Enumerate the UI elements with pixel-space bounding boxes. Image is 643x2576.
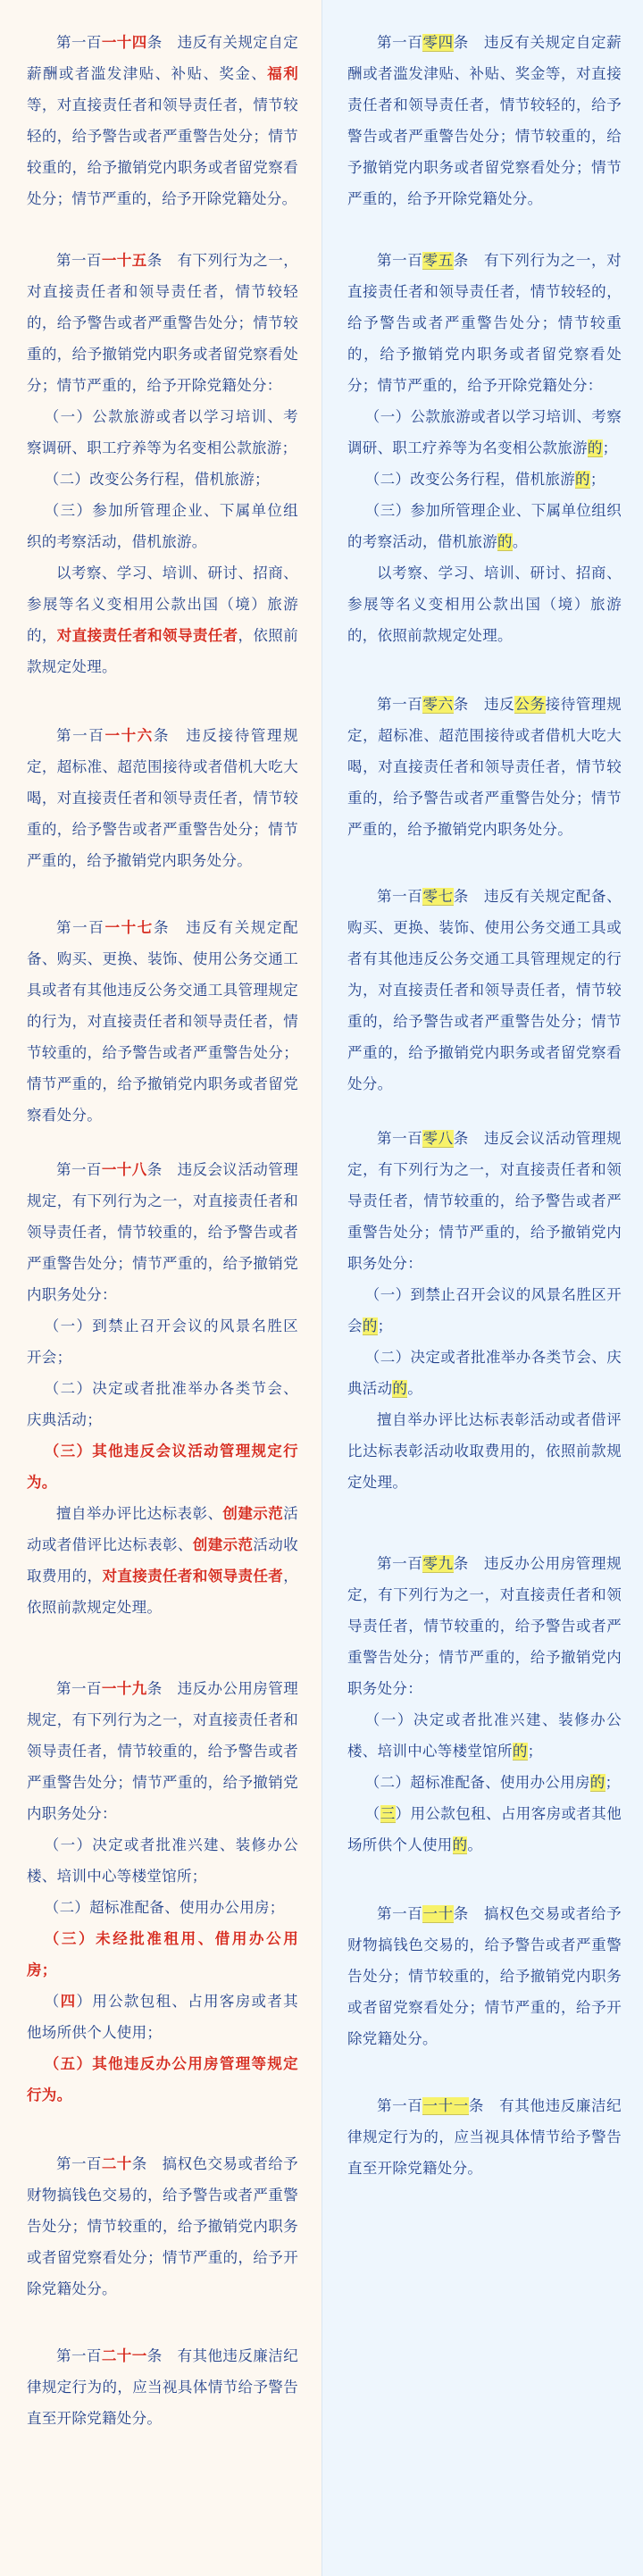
text-run: 条 违反接待管理规定，超标准、超范围接待或者借机大吃大喝，对直接责任者和领导责任者，情节较重的，给予警告或者严重警告处分；情节严重的，给予撤销党内职务处分。 (27, 727, 298, 869)
article-paragraph (27, 1923, 298, 1986)
article-106 (347, 689, 622, 845)
highlighted-text: 零七 (422, 888, 454, 905)
text-run: （三）参加所管理企业、下属单位组织的考察活动，借机旅游。 (27, 502, 298, 550)
text-run: 第一百 (377, 696, 423, 713)
text-run: 第一百 (56, 2347, 102, 2364)
highlighted-text: 一十一 (422, 2097, 469, 2114)
highlighted-text: 的 (575, 471, 590, 488)
text-run: 第一百 (377, 1905, 423, 1922)
article-paragraph (27, 1829, 298, 1892)
text-run: 第一百 (377, 1555, 423, 1572)
text-run: ）用公款包租、占用客房或者其他场所供个人使用 (347, 1805, 622, 1853)
text-run: 第一百 (56, 34, 102, 51)
text-run: （一）公款旅游或者以学习培训、考察调研、职工疗养等为名变相公款旅游 (347, 408, 622, 456)
article-paragraph (347, 1342, 622, 1404)
text-run: 条 违反有关规定配备、购买、更换、装饰、使用公务交通工具或者有其他违反公务交通工具管理规定的行为，对直接责任者和领导责任者，情节较重的，给予警告或者严重警告处分；情节严重的，给予撤销党内职务或者留党察看处分。 (27, 919, 298, 1124)
article-paragraph (347, 1279, 622, 1342)
text-run: 条 违反 (453, 696, 515, 713)
article-105 (347, 245, 622, 651)
text-run: （ (364, 1805, 380, 1822)
changed-text: 一十五 (101, 252, 147, 269)
text-run: 。 (407, 1380, 423, 1397)
text-run: 第一百 (377, 1130, 423, 1147)
text-run: ； (377, 1317, 393, 1334)
highlighted-text: 一十 (422, 1905, 454, 1922)
text-run: ，依照前款规定处理。 (27, 627, 298, 675)
text-run: （二）决定或者批准举办各类节会、庆典活动； (27, 1380, 298, 1428)
highlighted-text: 零八 (422, 1130, 454, 1147)
article-paragraph (347, 495, 622, 557)
text-run: 以考察、学习、培训、研讨、招商、参展等名义变相用公款出国（境）旅游的， (27, 565, 298, 644)
article-heading-paragraph (347, 1548, 622, 1704)
text-run: ）用公款包租、占用客房或者其他场所供个人使用； (27, 1993, 298, 2041)
highlighted-text: 的 (497, 533, 513, 550)
text-run: 条 违反办公用房管理规定，有下列行为之一，对直接责任者和领导责任者，情节较重的，给予警告或者严重警告处分；情节严重的，给予撤销党内职务处分： (27, 1680, 298, 1822)
changed-text: 四 (60, 1993, 77, 2010)
text-run: （二）超标准配备、使用办公用房 (364, 1774, 590, 1791)
text-run: 第一百 (377, 252, 423, 269)
text-run: 条 有下列行为之一，对直接责任者和领导责任者，情节较轻的，给予警告或者严重警告处分；情节较重的，给予撤销党内职务或者留党察看处分；情节严重的，给予开除党籍处分： (347, 252, 622, 394)
text-run: （二）改变公务行程，借机旅游 (364, 471, 575, 488)
article-114 (27, 27, 298, 214)
text-run: 条 有其他违反廉洁纪律规定行为的，应当视具体情节给予警告直至开除党籍处分。 (347, 2097, 622, 2177)
text-run: 第一百 (56, 1161, 102, 1178)
text-run: 条 违反会议活动管理规定，有下列行为之一，对直接责任者和领导责任者，情节较重的，给予警告或者严重警告处分；情节严重的，给予撤销党内职务处分： (27, 1161, 298, 1303)
article-paragraph (27, 1498, 298, 1623)
article-heading-paragraph (27, 1154, 298, 1310)
text-run: （ (44, 1993, 61, 2010)
article-heading-paragraph (27, 245, 298, 401)
text-run: 接待管理规定，超标准、超范围接待或者借机大吃大喝，对直接责任者和领导责任者，情节较重的，给予警告或者严重警告处分；情节严重的，给予撤销党内职务处分。 (347, 696, 622, 838)
text-run: （二）超标准配备、使用办公用房； (44, 1899, 285, 1916)
text-run: 活动或者借评比达标表彰、 (27, 1505, 298, 1553)
text-run: 条 有其他违反廉洁纪律规定行为的，应当视具体情节给予警告直至开除党籍处分。 (27, 2347, 298, 2427)
changed-text: 对直接责任者和领导责任者 (56, 627, 238, 644)
text-run: 活动收取费用的， (27, 1536, 298, 1585)
article-119 (27, 1673, 298, 2111)
article-110 (347, 1898, 622, 2054)
changed-text: （五）其他违反办公用房管理等规定行为。 (27, 2055, 298, 2103)
article-paragraph (27, 1892, 298, 1923)
article-paragraph (27, 1435, 298, 1498)
text-run: ，依照前款规定处理。 (27, 1568, 298, 1616)
text-run: ； (602, 439, 618, 456)
article-121 (27, 2340, 298, 2434)
highlighted-text: 三 (380, 1805, 396, 1822)
article-paragraph (347, 1704, 622, 1767)
highlighted-text: 的 (512, 1743, 528, 1760)
article-heading-paragraph (27, 2148, 298, 2304)
article-108 (347, 1123, 622, 1498)
text-run: 条 搞权色交易或者给予财物搞钱色交易的，给予警告或者严重警告处分；情节较重的，给予撤销党内职务或者留党察看处分；情节严重的，给予开除党籍处分。 (347, 1905, 622, 2047)
changed-text: （三）未经批准租用、借用办公用房； (27, 1930, 298, 1978)
text-run: 条 违反有关规定自定薪酬或者滥发津贴、补贴、奖金、 (27, 34, 298, 82)
article-paragraph (27, 1373, 298, 1435)
article-109 (347, 1548, 622, 1861)
article-111 (347, 2090, 622, 2184)
highlighted-text: 零五 (422, 252, 454, 269)
text-run: （一）决定或者批准兴建、装修办公楼、培训中心等楼堂馆所； (27, 1836, 298, 1885)
article-paragraph (27, 495, 298, 557)
article-paragraph (347, 1767, 622, 1798)
article-120 (27, 2148, 298, 2304)
text-run: 第一百 (56, 919, 105, 936)
highlighted-text: 公务 (514, 696, 546, 713)
old-version-column (322, 0, 643, 2576)
article-heading-paragraph (347, 1898, 622, 2054)
changed-text: 二十一 (101, 2347, 147, 2364)
highlighted-text: 的 (392, 1380, 408, 1397)
text-run: 等，对直接责任者和领导责任者，情节较轻的，给予警告或者严重警告处分；情节较重的，给予撤销党内职务或者留党察看处分；情节严重的，给予开除党籍处分。 (27, 96, 298, 207)
changed-text: 福利 (267, 65, 298, 82)
text-run: 第一百 (56, 1680, 102, 1697)
article-118 (27, 1154, 298, 1623)
text-run: 第一百 (377, 34, 423, 51)
article-heading-paragraph (27, 720, 298, 876)
article-paragraph (347, 464, 622, 495)
article-heading-paragraph (27, 27, 298, 214)
text-run: 条 违反会议活动管理规定，有下列行为之一，对直接责任者和领导责任者，情节较重的，给予警告或者严重警告处分；情节严重的，给予撤销党内职务处分： (347, 1130, 622, 1272)
article-paragraph (347, 1798, 622, 1861)
article-paragraph (27, 2048, 298, 2111)
highlighted-text: 的 (452, 1836, 468, 1853)
article-115 (27, 245, 298, 682)
article-paragraph (27, 1310, 298, 1373)
text-run: （一）公款旅游或者以学习培训、考察调研、职工疗养等为名变相公款旅游； (27, 408, 298, 456)
text-run: （二）改变公务行程，借机旅游； (44, 471, 270, 488)
article-107 (347, 881, 622, 1100)
text-run: 第一百 (56, 727, 105, 744)
article-paragraph (347, 401, 622, 464)
text-run: 第一百 (377, 888, 423, 905)
article-paragraph (27, 557, 298, 682)
article-116 (27, 720, 298, 876)
text-run: 条 违反办公用房管理规定，有下列行为之一，对直接责任者和领导责任者，情节较重的，给予警告或者严重警告处分；情节严重的，给予撤销党内职务处分： (347, 1555, 622, 1697)
highlighted-text: 的 (587, 439, 603, 456)
article-117 (27, 912, 298, 1131)
text-run: 条 有下列行为之一，对直接责任者和领导责任者，情节较轻的，给予警告或者严重警告处分；情节较重的，给予撤销党内职务或者留党察看处分；情节严重的，给予开除党籍处分： (27, 252, 298, 394)
text-run: ； (527, 1743, 543, 1760)
text-run: 第一百 (56, 252, 102, 269)
article-paragraph (27, 1986, 298, 2048)
text-run: 。 (467, 1836, 483, 1853)
text-run: （一）决定或者批准兴建、装修办公楼、培训中心等楼堂馆所 (347, 1711, 622, 1760)
text-run: 条 搞权色交易或者给予财物搞钱色交易的，给予警告或者严重警告处分；情节较重的，给予撤销党内职务或者留党察看处分；情节严重的，给予开除党籍处分。 (27, 2155, 298, 2297)
text-run: （三）参加所管理企业、下属单位组织的考察活动，借机旅游 (347, 502, 622, 550)
highlighted-text: 的 (589, 1774, 605, 1791)
text-run: 以考察、学习、培训、研讨、招商、参展等名义变相用公款出国（境）旅游的，依照前款规定处理。 (347, 565, 622, 644)
highlighted-text: 零九 (422, 1555, 454, 1572)
text-run: 。 (512, 533, 528, 550)
text-run: 条 违反有关规定自定薪酬或者滥发津贴、补贴、奖金等，对直接责任者和领导责任者，情节较轻的，给予警告或者严重警告处分；情节较重的，给予撤销党内职务或者留党察看处分；情节严重的，给予开除党籍处分。 (347, 34, 622, 207)
changed-text: 创建示范 (222, 1505, 284, 1522)
changed-text: 二十 (101, 2155, 132, 2172)
article-heading-paragraph (27, 912, 298, 1131)
article-paragraph (347, 1404, 622, 1498)
article-paragraph (27, 401, 298, 464)
text-run: 擅自举办评比达标表彰、 (56, 1505, 223, 1522)
text-run: ； (605, 1774, 621, 1791)
article-heading-paragraph (347, 881, 622, 1100)
article-heading-paragraph (347, 689, 622, 845)
article-paragraph (347, 557, 622, 651)
changed-text: 一十八 (101, 1161, 147, 1178)
article-heading-paragraph (347, 2090, 622, 2184)
article-heading-paragraph (347, 245, 622, 401)
highlighted-text: 零四 (422, 34, 454, 51)
highlighted-text: 零六 (422, 696, 454, 713)
changed-text: 一十七 (104, 919, 154, 936)
changed-text: （三）其他违反会议活动管理规定行为。 (27, 1443, 298, 1491)
article-paragraph (27, 464, 298, 495)
text-run: （二）决定或者批准举办各类节会、庆典活动 (347, 1349, 622, 1397)
text-run: 第一百 (56, 2155, 102, 2172)
changed-text: 创建示范 (192, 1536, 254, 1553)
highlighted-text: 的 (362, 1317, 378, 1334)
text-run: （一）到禁止召开会议的风景名胜区开会； (27, 1317, 298, 1366)
changed-text: 一十六 (104, 727, 154, 744)
changed-text: 对直接责任者和领导责任者 (102, 1568, 284, 1585)
article-104 (347, 27, 622, 214)
article-heading-paragraph (27, 2340, 298, 2434)
text-run: 条 违反有关规定配备、购买、更换、装饰、使用公务交通工具或者有其他违反公务交通工具管理规定的行为，对直接责任者和领导责任者，情节较重的，给予警告或者严重警告处分；情节严重的，给予撤销党内职务或者留党察看处分。 (347, 888, 622, 1092)
changed-text: 一十九 (101, 1680, 147, 1697)
changed-text: 一十四 (101, 34, 147, 51)
article-heading-paragraph (347, 1123, 622, 1279)
article-heading-paragraph (347, 27, 622, 214)
article-heading-paragraph (27, 1673, 298, 1829)
text-run: 擅自举办评比达标表彰活动或者借评比达标表彰活动收取费用的，依照前款规定处理。 (347, 1411, 622, 1491)
text-run: ； (589, 471, 605, 488)
text-run: （一）到禁止召开会议的风景名胜区开会 (347, 1286, 622, 1334)
text-run: 第一百 (377, 2097, 423, 2114)
